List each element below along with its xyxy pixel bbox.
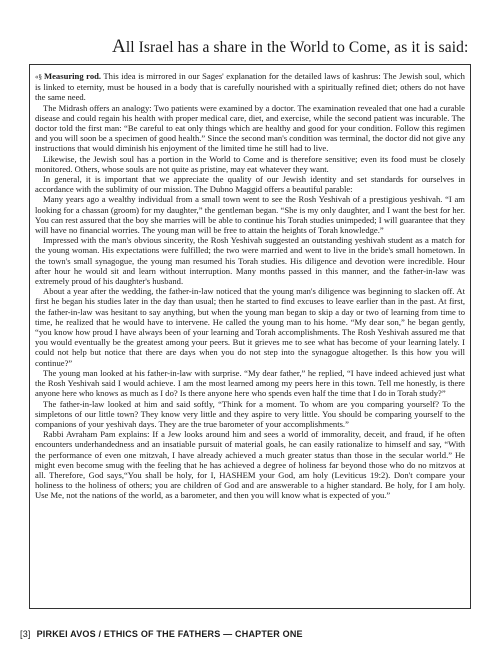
- commentary-paragraph: The young man looked at his father-in-law with surprise. “My dear father,” he replied, “I have indeed achieved just what the Rosh Yeshivah said I would achieve. I am the most learned among my peers here in this town. Tell me honestly, is there anyone here who knows as much as I do? Is there anyone here who spends even half the time that I do in Torah study?”: [35, 367, 465, 399]
- mishnah-heading: [112, 36, 472, 58]
- commentary-paragraph: Likewise, the Jewish soul has a portion in the World to Come and is therefore sensitive; even its food must be closely monitored. Others, whose souls are not quite as pristine, may eat whatever they want.: [35, 153, 465, 174]
- page-number: [3]: [20, 629, 31, 639]
- drop-cap: A: [112, 36, 126, 57]
- commentary-paragraph: The Midrash offers an analogy: Two patients were examined by a doctor. The examination revealed that one had a curable disease and could regain his health with proper medical care, diet, and exercise, while the second patient was incurable. The doctor told the first man: “Be careful to eat only things which are healthy and good for your condition. Follow this regimen and you will soon be a specimen of good health.” Since the second man's condition was terminal, the doctor did not give any instructions that would diminish his enjoyment of the limited time he still had to live.: [35, 102, 465, 154]
- commentary-text: [35, 71, 465, 501]
- page-footer: [20, 629, 480, 639]
- running-title: PIRKEI AVOS / ETHICS OF THE FATHERS — CHAPTER ONE: [36, 629, 303, 639]
- heading-text: ll Israel has a share in the World to Come, as it is said:: [125, 39, 469, 56]
- commentary-paragraph: Impressed with the man's obvious sincerity, the Rosh Yeshivah suggested an outstanding yeshivah student as a match for the young woman. His expectations were fulfilled; the two were married and went to live in the bride's small hometown. In the town's small synagogue, the young man resumed his Torah studies. His diligence and devotion were incredible. Hour after hour he would sit and learn without interruption. Many months passed in this manner, and the father-in-law was extremely proud of his daughter's husband.: [35, 235, 465, 287]
- commentary-paragraph: In general, it is important that we appreciate the quality of our Jewish identity and set standards for ourselves in accordance with the sublimity of our mission. The Dubno Maggid offers a beautiful parable:: [35, 174, 465, 195]
- commentary-paragraph: About a year after the wedding, the father-in-law noticed that the young man's diligence was beginning to slacken off. At first he began his studies later in the day than usual; then he started to find excuses to leave earlier than in the past. At first, the father-in-law was hesitant to say anything, but when the young man began to skip a day or two of learning from time to time, he realized that he would have to intervene. He called the young man to his home. “My dear son,” he began gently, “you know how proud I have always been of your learning and Torah accomplishments. The Rosh Yeshivah assured me that you would eventually be the greatest among your peers. But it grieves me to see what has become of your learning lately. I could not help but notice that there are days when you do not step into the synagogue altogether. Is this how you will continue?”: [35, 286, 465, 368]
- section-marker-icon: «§: [35, 73, 42, 81]
- commentary-term: Measuring rod.: [44, 71, 102, 81]
- commentary-paragraph: Many years ago a wealthy individual from a small town went to see the Rosh Yeshivah of a prestigious yeshivah. “I am looking for a chassan (groom) for my daughter,” the gentleman began. “She is my only daughter, and I want the best for her. You can rest assured that the boy she marries will be able to continue his Torah studies unimpeded; I will guarantee that they will have no financial worries. The young man will be free to attain the heights of Torah knowledge.”: [35, 194, 465, 236]
- commentary-paragraph: Rabbi Avraham Pam explains: If a Jew looks around him and sees a world of immorality, deceit, and fraud, if he often encounters underhandedness and an insatiable pursuit of material goals, he can easily rationalize to himself and say, “With the performance of even one mitzvah, I have already achieved a much greater status than those in the secular world.” He might even become smug with the feeling that he has achieved a degree of holiness far beyond those who do no mitzvos at all. Therefore, God says,“You shall be holy, for I, HASHEM your God, am holy (Leviticus 19:2). Don't compare your holiness to the holiness of others; you are children of God and are answerable to a higher standard. Be holy, for I am holy. Use Me, not the nations of the world, as a barometer, and then you will know what is expected of you.”: [35, 429, 465, 501]
- commentary-paragraph: The father-in-law looked at him and said softly, “Think for a moment. To whom are you comparing yourself? To the simpletons of our little town? They know very little and they aspire to very little. You should be comparing yourself to the companions of your yeshivah days. They are the true barometer of your accomplishments.”: [35, 398, 465, 429]
- commentary-paragraph: «§ Measuring rod. This idea is mirrored in our Sages' explanation for the detailed laws of kashrus: The Jewish soul, which is linked to eternity, must be housed in a body that is carefully nourished with a spiritually refined diet; others do not have the same need.: [35, 71, 465, 103]
